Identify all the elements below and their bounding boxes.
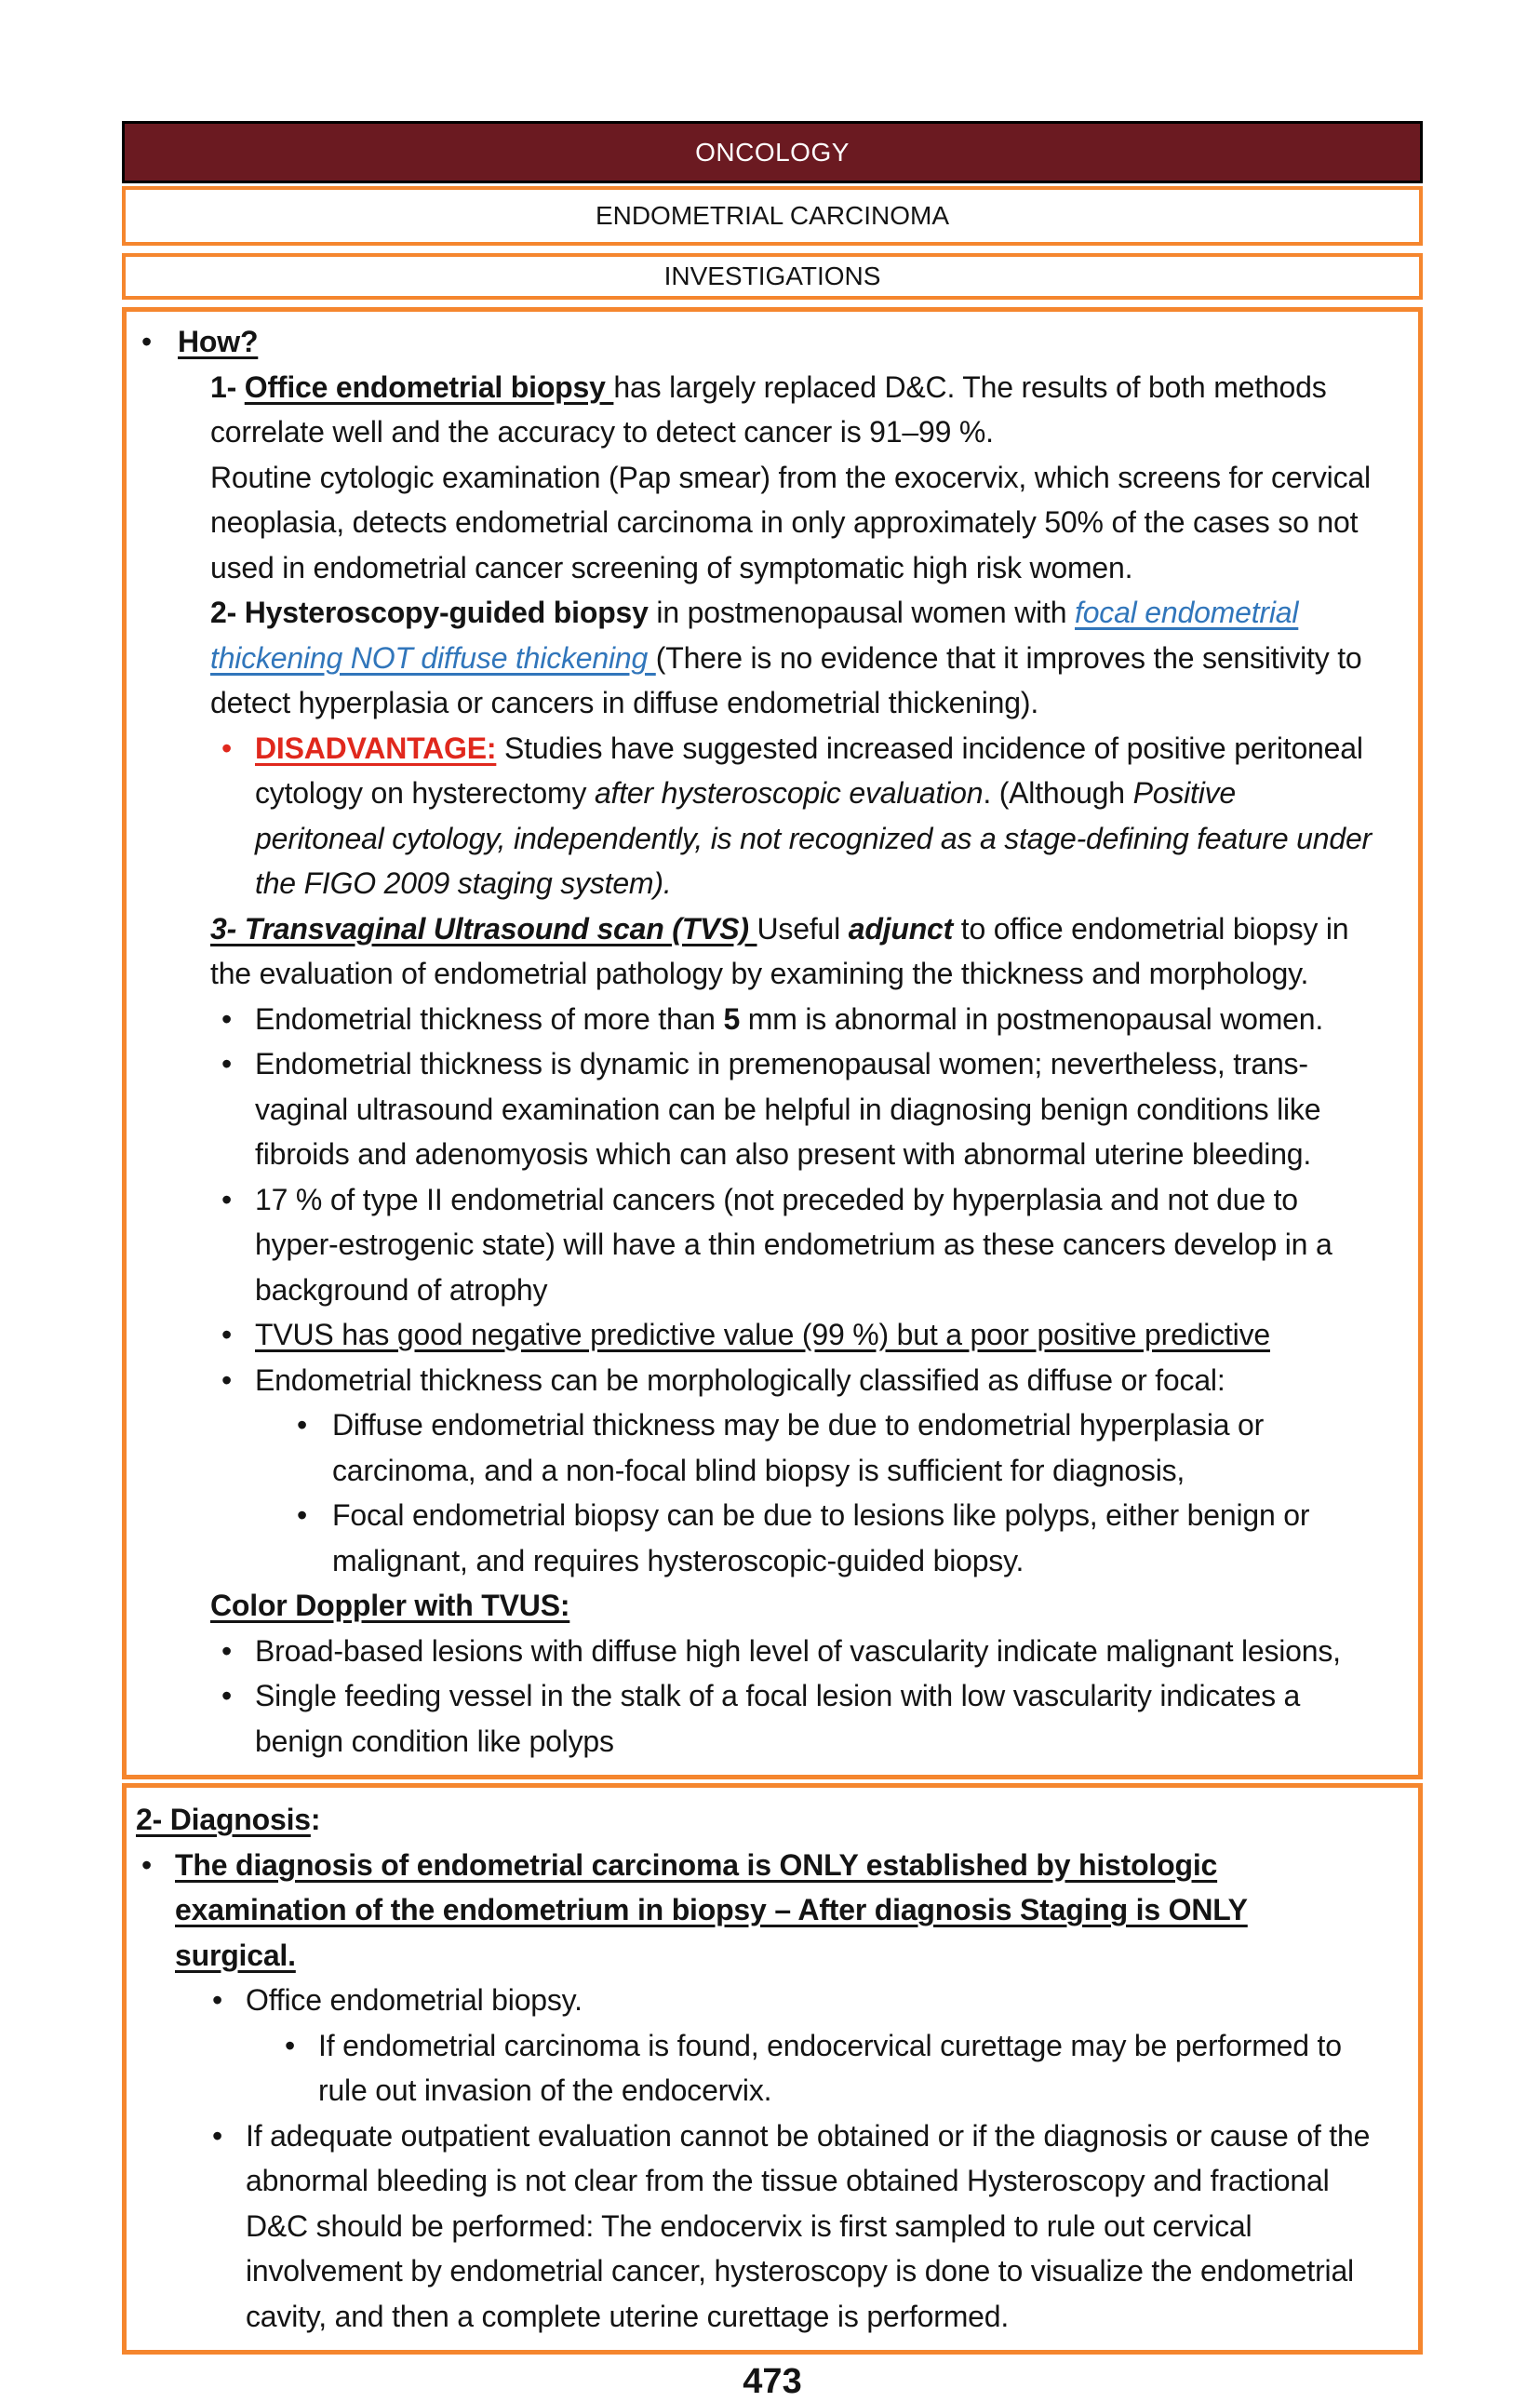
disadvantage-item [127,726,1372,906]
topic-header-box [122,186,1423,246]
office-biopsy-text: has largely replaced D&C. The results of both methods correlate well and the accuracy to detect cancer is 91–99 %. [210,369,1327,449]
doppler-malignant-text: Broad-based lesions with diffuse high level of vascularity indicate malignant lesions, [255,1633,1341,1668]
disadvantage-italic-1: after hysteroscopic evaluation [594,776,984,810]
diagnosis-main-text: The diagnosis of endometrial carcinoma is ONLY established by histologic examination of the endometrium in biopsy – After diagnosis Staging is ONLY surgical. [175,1847,1248,1972]
tvs-adjunct: adjunct [848,911,954,946]
focal-thickening-link-text: focal endometrial thickening NOT diffuse thickening [210,596,1299,675]
bullet-office-biopsy [127,1978,1372,2023]
hysteroscopy-mid-text: in postmenopausal women with [648,596,1075,629]
bullet-morphology [127,1358,1372,1403]
doppler-heading-text: Color Doppler with TVUS: [210,1589,570,1622]
thickness-5mm-value: 5 [723,1001,741,1036]
bullet-tvus-predictive-value [127,1312,1372,1358]
diagnosis-heading-colon: : [310,1803,321,1836]
office-biopsy-item-text: Office endometrial biopsy. [246,1983,583,2017]
thickness-dynamic-text: Endometrial thickness is dynamic in premenopausal women; nevertheless, trans-vaginal ultrasound examination can be helpful in diagnosing benign conditions like fibroids and adenomyosis which can also present with abnormal uterine bleeding. [255,1047,1321,1171]
bullet-endocervical-curettage [127,2023,1372,2113]
hysteroscopy-rest-text: (There is no evidence that it improves the sensitivity to detect hyperplasia or cancers in diffuse endometrial thickening). [210,640,1362,719]
bullet-thickness-5mm [127,997,1372,1042]
bullet-diffuse-thickness [127,1402,1372,1493]
bullet-type2-cancers [127,1177,1372,1313]
bullet-doppler-benign [127,1673,1372,1764]
tvus-predictive-text: TVUS has good negative predictive value (99 %) but a poor positive predictive [255,1318,1270,1351]
doppler-benign-text: Single feeding vessel in the stalk of a focal lesion with low vascularity indicates a benign condition like polyps [255,1679,1301,1758]
section-title: INVESTIGATIONS [663,262,881,290]
how-heading-text: How? [178,325,259,358]
office-biopsy-number: 1- [210,369,245,404]
para-pap-smear [127,455,1372,591]
endocervical-curettage-text: If endometrial carcinoma is found, endocervical curettage may be performed to rule out invasion of the endocervix. [318,2028,1342,2107]
bullet-doppler-malignant [127,1629,1372,1674]
bullet-diagnosis-main [127,1843,1372,1979]
type2-cancers-text: 17 % of type II endometrial cancers (not preceded by hyperplasia and not due to hyper-estrogenic state) will have a thin endometrium as these cancers develop in a background of atrophy [255,1182,1332,1307]
how-heading [127,319,1372,365]
investigations-box [122,307,1423,1779]
category-title: ONCOLOGY [695,137,850,167]
doppler-heading [127,1583,1372,1629]
morphology-text: Endometrial thickness can be morphologically classified as diffuse or focal: [255,1362,1225,1397]
section-header-box [122,253,1423,300]
disadvantage-italic-2: Positive peritoneal cytology, independently, is not recognized as a stage-defining feature under the FIGO 2009 staging system). [255,776,1372,900]
bullet-focal-biopsy [127,1493,1372,1583]
tvs-text-2: to office endometrial biopsy in the evaluation of endometrial pathology by examining the thickness and morphology. [210,911,1349,990]
page-number: 473 [743,2362,802,2401]
diagnosis-box [122,1783,1423,2355]
bullet-outpatient-evaluation [127,2113,1372,2340]
disadvantage-label: DISADVANTAGE: [255,731,497,765]
topic-title: ENDOMETRIAL CARCINOMA [595,201,950,230]
tvs-title: 3- Transvaginal Ultrasound scan (TVS) [210,911,757,946]
para-office-biopsy [127,365,1372,455]
disadvantage-text-2: . (Although [983,776,1133,810]
tvs-text-1: Useful [757,911,849,946]
outpatient-evaluation-text: If adequate outpatient evaluation cannot be obtained or if the diagnosis or cause of the abnormal bleeding is not clear from the tissue obtained Hysteroscopy and fractional D&C should be performed: The endocervix is first sampled to rule out cervical involvement by endometrial cancer, hysteroscopy is done to visualize the endometrial cavity, and then a complete uterine curettage is performed. [246,2118,1371,2333]
diagnosis-heading-text: 2- Diagnosis [136,1803,311,1836]
bullet-thickness-dynamic [127,1041,1372,1177]
disadvantage-text-1: Studies have suggested increased incidence of positive peritoneal cytology on hysterectomy [255,731,1363,810]
thickness-5mm-text-2: mm is abnormal in postmenopausal women. [740,1001,1324,1036]
category-header-bar [122,121,1423,183]
para-hysteroscopy-biopsy [127,590,1372,726]
thickness-5mm-text-1: Endometrial thickness of more than [255,1001,724,1036]
hysteroscopy-title: 2- Hysteroscopy-guided biopsy [210,596,649,629]
diffuse-thickness-text: Diffuse endometrial thickness may be due to endometrial hyperplasia or carcinoma, and a non-focal blind biopsy is sufficient for diagnosis, [332,1408,1265,1487]
pap-smear-text: Routine cytologic examination (Pap smear) from the exocervix, which screens for cervical neoplasia, detects endometrial carcinoma in only approximately 50% of the cases so not used in endometrial cancer screening of symptomatic high risk women. [210,460,1371,584]
focal-biopsy-text: Focal endometrial biopsy can be due to lesions like polyps, either benign or malignant, and requires hysteroscopic-guided biopsy. [332,1498,1310,1577]
page [122,121,1423,2402]
office-biopsy-title: Office endometrial biopsy [244,369,614,404]
para-tvs [127,906,1372,997]
diagnosis-heading [127,1797,1372,1843]
